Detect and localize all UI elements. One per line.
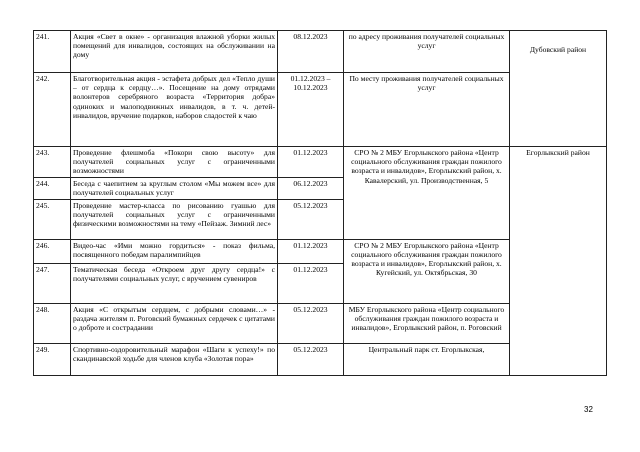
event-description: Проведение флешмоба «Покори свою высоту» для получателей социальных услуг с ограниченными возможностями [71, 147, 278, 178]
district-cell: Дубовский район [510, 31, 607, 147]
event-place: СРО № 2 МБУ Егорлыкского района «Центр социального обслуживания граждан пожилого возраста и инвалидов», Егорлыкский район, х. Кугейский, ул. Октябрьская, 30 [344, 239, 510, 303]
event-date: 06.12.2023 [278, 177, 344, 199]
event-date: 05.12.2023 [278, 199, 344, 239]
row-number: 246. [34, 239, 71, 263]
table-row [34, 147, 607, 178]
event-place: Центральный парк ст. Егорлыкская, [344, 343, 510, 375]
row-number: 249. [34, 343, 71, 375]
district-cell: Егорлыкский район [510, 147, 607, 376]
row-number: 247. [34, 263, 71, 303]
event-date: 05.12.2023 [278, 343, 344, 375]
event-place: По месту проживания получателей социальных услуг [344, 73, 510, 147]
event-description: Проведение мастер-класса по рисованию гуашью для получателей социальных услуг с ограниченными физическими возможностями на тему «Пейзаж. Зимний лес» [71, 199, 278, 239]
event-description: Тематическая беседа «Откроем друг другу сердца!» с получателями социальных услуг, с вручением сувениров [71, 263, 278, 303]
event-place: МБУ Егорлыкского района «Центр социального обслуживания граждан пожилого возраста и инвалидов», Егорлыкский район, п. Роговский [344, 303, 510, 343]
events-table [33, 30, 607, 376]
event-date: 01.12.2023 [278, 239, 344, 263]
event-date: 01.12.2023 [278, 147, 344, 178]
event-description: Акция «С открытым сердцем, с добрыми словами…» - раздача жителям п. Роговский бумажных сердечек с цитатами о доброте и сострадании [71, 303, 278, 343]
row-number: 242. [34, 73, 71, 147]
event-description: Благотворительная акция - эстафета добрых дел «Тепло души – от сердца к сердцу…». Посещение на дому отрядами волонтеров серебряного возраста «Территория добра» одиноких и малоподвижных инвалидов, в т. ч. детей-инвалидов, вручение подарков, наборов сладостей к чаю [71, 73, 278, 147]
row-number: 243. [34, 147, 71, 178]
event-date: 08.12.2023 [278, 31, 344, 73]
event-description: Беседа с чаепитием за круглым столом «Мы можем все» для получателей социальных услуг [71, 177, 278, 199]
event-description: Спортивно-оздоровительный марафон «Шаги к успеху!» по скандинавской ходьбе для членов клуба «Золотая пора» [71, 343, 278, 375]
event-date: 01.12.2023 – 10.12.2023 [278, 73, 344, 147]
event-description: Акция «Свет в окне» - организация влажной уборки жилых помещений для инвалидов, состоящих на обслуживании на дому [71, 31, 278, 73]
event-place: по адресу проживания получателей социальных услуг [344, 31, 510, 73]
row-number: 245. [34, 199, 71, 239]
event-date: 05.12.2023 [278, 303, 344, 343]
event-date: 01.12.2023 [278, 263, 344, 303]
table-row [34, 31, 607, 73]
row-number: 248. [34, 303, 71, 343]
row-number: 241. [34, 31, 71, 73]
row-number: 244. [34, 177, 71, 199]
event-place: СРО № 2 МБУ Егорлыкского района «Центр социального обслуживания граждан пожилого возраста и инвалидов», Егорлыкский район, х. Кавалерский, ул. Производственная, 5 [344, 147, 510, 240]
page-number: 32 [584, 405, 593, 414]
event-description: Видео-час «Ими можно гордиться» - показ фильма, посвященного победам паралимпийцев [71, 239, 278, 263]
